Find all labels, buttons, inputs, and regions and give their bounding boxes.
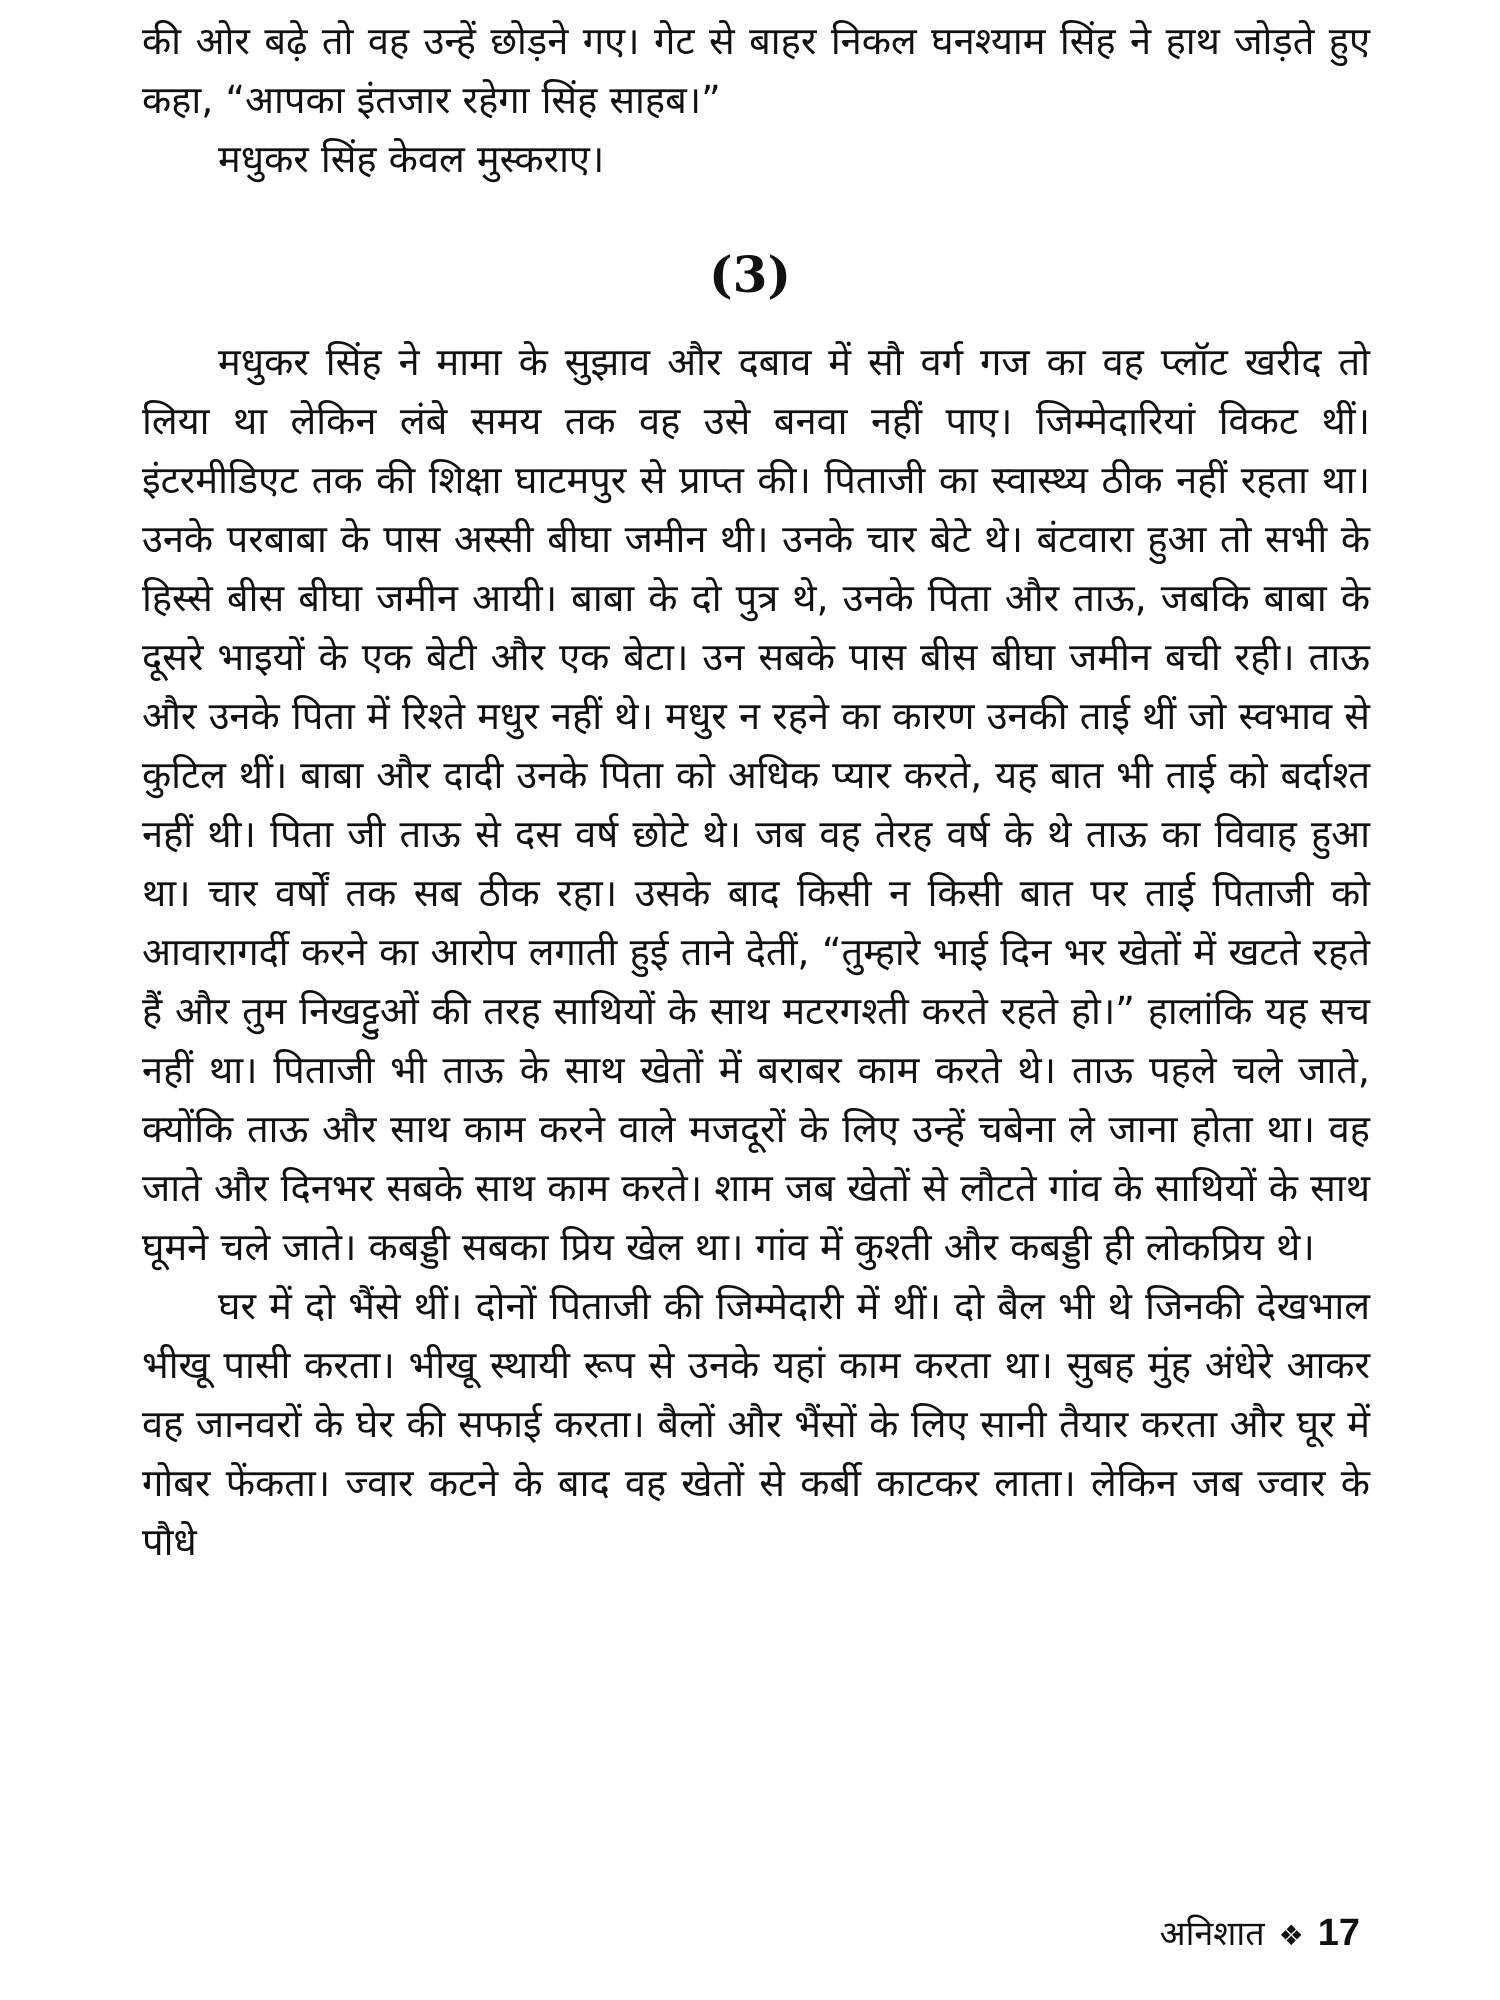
section-heading: (3) (708, 245, 792, 304)
paragraph-continued: की ओर बढ़े तो वह उन्हें छोड़ने गए। गेट से बाहर निकल घनश्याम सिंह ने हाथ जोड़ते हुए कहा, “आपका इंतजार रहेगा सिंह साहब।” (142, 19, 1370, 122)
paragraph: घर में दो भैंसे थीं। दोनों पिताजी की जिम्मेदारी में थीं। दो बैल भी थे जिनकी देखभाल भीखू पासी करता। भीखू स्थायी रूप से उनके यहां काम करता था। सुबह मुंह अंधेरे आकर वह जानवरों के घेर की सफाई करता। बैलों और भैंसों के लिए सानी तैयार करता और घूर में गोबर फेंकता। ज्वार कटने के बाद वह खेतों से कर्बी काटकर लाता। लेकिन जब ज्वार के पौधे (142, 1284, 1370, 1564)
page-number: 17 (1317, 1912, 1360, 1954)
page-footer (1160, 1908, 1360, 1961)
top-text-block (142, 12, 1370, 189)
book-title: अनिशात (1159, 1914, 1265, 1954)
ornament-separator-icon: ❖ (1278, 1919, 1304, 1952)
main-text-block (142, 333, 1370, 1572)
paragraph: मधुकर सिंह केवल मुस्कराए। (218, 137, 605, 181)
paragraph: मधुकर सिंह ने मामा के सुझाव और दबाव में सौ वर्ग गज का वह प्लॉट खरीद तो लिया था लेकिन लंबे समय तक वह उसे बनवा नहीं पाए। जिम्मेदारियां विकट थीं। इंटरमीडिएट तक की शिक्षा घाटमपुर से प्राप्त की। पिताजी का स्वास्थ्य ठीक नहीं रहता था। उनके परबाबा के पास अस्सी बीघा जमीन थी। उनके चार बेटे थे। बंटवारा हुआ तो सभी के हिस्से बीस बीघा जमीन आयी। बाबा के दो पुत्र थे, उनके पिता और ताऊ, जबकि बाबा के दूसरे भाइयों के एक बेटी और एक बेटा। उन सबके पास बीस बीघा जमीन बची रही। ताऊ और उनके पिता में रिश्ते मधुर नहीं थे। मधुर न रहने का कारण उनकी ताई थीं जो स्वभाव से कुटिल थीं। बाबा और दादी उनके पिता को अधिक प्यार करते, यह बात भी ताई को बर्दाश्त नहीं थी। पिता जी ताऊ से दस वर्ष छोटे थे। जब वह तेरह वर्ष के थे ताऊ का विवाह हुआ था। चार वर्षों तक सब ठीक रहा। उसके बाद किसी न किसी बात पर ताई पिताजी को आवारागर्दी करने का आरोप लगाती हुई ताने देतीं, “तुम्हारे भाई दिन भर खेतों में खटते रहते हैं और तुम निखट्टुओं की तरह साथियों के साथ मटरगश्ती करते रहते हो।” हालांकि यह सच नहीं था। पिताजी भी ताऊ के साथ खेतों में बराबर काम करते थे। ताऊ पहले चले जाते, क्योंकि ताऊ और साथ काम करने वाले मजदूरों के लिए उन्हें चबेना ले जाना होता था। वह जाते और दिनभर सबके साथ काम करते। शाम जब खेतों से लौटते गांव के साथियों के साथ घूमने चले जाते। कबड्डी सबका प्रिय खेल था। गांव में कुश्ती और कबड्डी ही लोकप्रिय थे। (142, 340, 1370, 1269)
